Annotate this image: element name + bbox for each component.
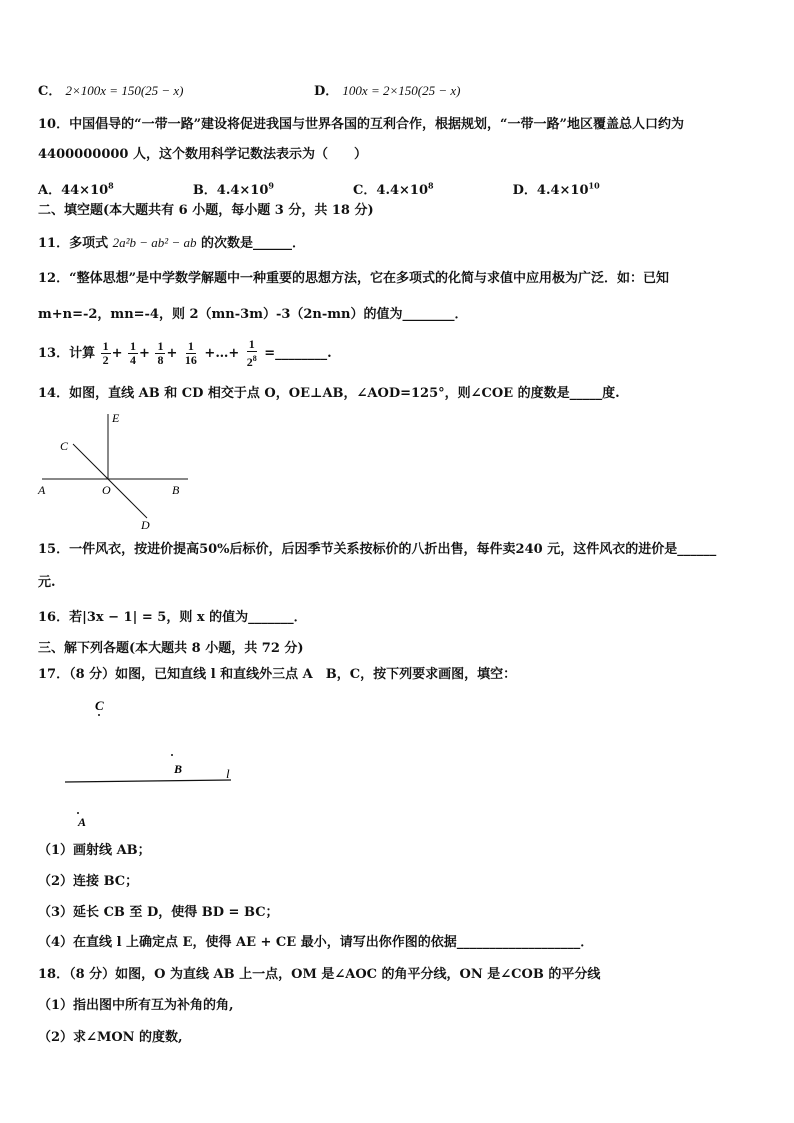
q17-label-b: B — [174, 762, 183, 776]
section-2-heading: 二、填空题(本大题共有 6 小题，每小题 3 分，共 18 分) — [38, 203, 374, 218]
q10-option-d: D．$4.4\times 10^{10}$ — [512, 181, 600, 199]
q18-stem: 18．（8 分）如图，O 为直线 AB 上一点，OM 是∠AOC 的角平分线，ON 是∠COB 的平分线 — [38, 967, 601, 982]
q17-point-b — [171, 754, 173, 756]
q13-ellipsis: +…+ — [204, 346, 240, 361]
q17-point-c — [98, 714, 100, 716]
q17-step-1: （1）画射线 AB； — [38, 843, 151, 858]
q14-line-cd — [73, 444, 147, 518]
q13-term-4: $\frac{1}{16}$ — [184, 339, 197, 367]
q12-line-2: m+n=-2，mn=-4，则 2（mn-3m）-3（2n-mn）的值为________． — [38, 307, 468, 322]
q18-step-2: （2）求∠MON 的度数, — [38, 1030, 183, 1045]
q14-label-e: E — [112, 411, 120, 425]
q12-line-1: 12．“整体思想”是中学数学解题中一种重要的思想方法，它在多项式的化简与求值中应用极为广泛．如：已知 — [38, 271, 670, 286]
q9-d-equation: 100x = 2×150(25 − x) — [342, 83, 461, 98]
q14-label-a: A — [38, 483, 46, 497]
q14-text: 14．如图，直线 AB 和 CD 相交于点 O，OE⊥AB，∠AOD=125°，则∠COE 的度数是_____度. — [38, 386, 620, 401]
q11-suffix: 的次数是______． — [201, 236, 306, 251]
q14-label-c: C — [60, 439, 69, 453]
q17-step-2: （2）连接 BC； — [38, 874, 139, 889]
q13-term-2: $\frac{1}{4}$ — [130, 339, 137, 367]
q17-stem: 17．（8 分）如图，已知直线 l 和直线外三点 A B，C，按下列要求画图，填空： — [38, 667, 517, 682]
section-3-heading: 三、解下列各题(本大题共 8 小题，共 72 分) — [38, 641, 304, 656]
q17-line-l — [65, 780, 231, 782]
q9-c-label: C． — [38, 84, 62, 99]
q17-step-4: （4）在直线 l 上确定点 E，使得 AE + CE 最小，请写出你作图的依据___________________． — [38, 935, 594, 950]
q14-label-b: B — [172, 483, 180, 497]
q9-c-equation: 2×100x = 150(25 − x) — [65, 83, 184, 98]
q11-polynomial: 2a²b − ab² − ab — [112, 235, 197, 250]
q17-figure — [55, 692, 255, 832]
q16: 16．若|3x − 1| = 5，则 x 的值为_______． — [38, 610, 307, 625]
q10-line-1: 10．中国倡导的“一带一路”建设将促进我国与世界各国的互利合作，根据规划，“一带一路”地区覆盖总人口约为 — [38, 117, 685, 132]
q9-option-c — [38, 82, 184, 101]
q18-step-1: （1）指出图中所有互为补角的角, — [38, 998, 234, 1013]
q14-label-d: D — [141, 518, 150, 532]
q17-label-a: A — [78, 815, 87, 829]
q10-line-2: 4400000000 人，这个数用科学记数法表示为（ ） — [38, 147, 367, 162]
q13-prefix: 13．计算 — [38, 346, 96, 361]
q10-option-a: A．$44\times 10^8$ — [38, 181, 114, 199]
q13-term-last: $\frac{1}{2^8}$ — [246, 337, 257, 369]
q15-line-1: 15．一件风衣，按进价提高50%后标价，后因季节关系按标价的八折出售，每件卖240 元，这件风衣的进价是______ — [38, 542, 717, 557]
q13: 13．计算 $\frac{1}{2}$ + $\frac{1}{4}$ + $\frac{1}{8}$ + $\frac{1}{16}$ +…+ $\frac{1}{2^8}$ =________. — [38, 337, 332, 369]
q10-option-c: C．$4.4\times 10^8$ — [353, 181, 434, 199]
q13-term-3: $\frac{1}{8}$ — [157, 339, 164, 367]
q9-option-d — [314, 82, 460, 101]
q11 — [38, 234, 305, 253]
q11-prefix: 11．多项式 — [38, 236, 109, 251]
q17-point-a — [77, 812, 79, 814]
q14-label-o: O — [102, 483, 111, 497]
q17-step-3: （3）延长 CB 至 D，使得 BD = BC； — [38, 905, 279, 920]
q13-term-1: $\frac{1}{2}$ — [102, 339, 109, 367]
q17-label-l: l — [226, 766, 230, 781]
q17-label-c: C — [95, 698, 104, 713]
q15-line-2: 元. — [38, 575, 56, 590]
q14-figure — [30, 408, 200, 533]
q13-equals-blank: =________. — [264, 346, 332, 361]
q10-option-b: B．$4.4\times 10^9$ — [192, 181, 274, 199]
q9-d-label: D． — [314, 84, 339, 99]
q10-options — [38, 177, 600, 200]
